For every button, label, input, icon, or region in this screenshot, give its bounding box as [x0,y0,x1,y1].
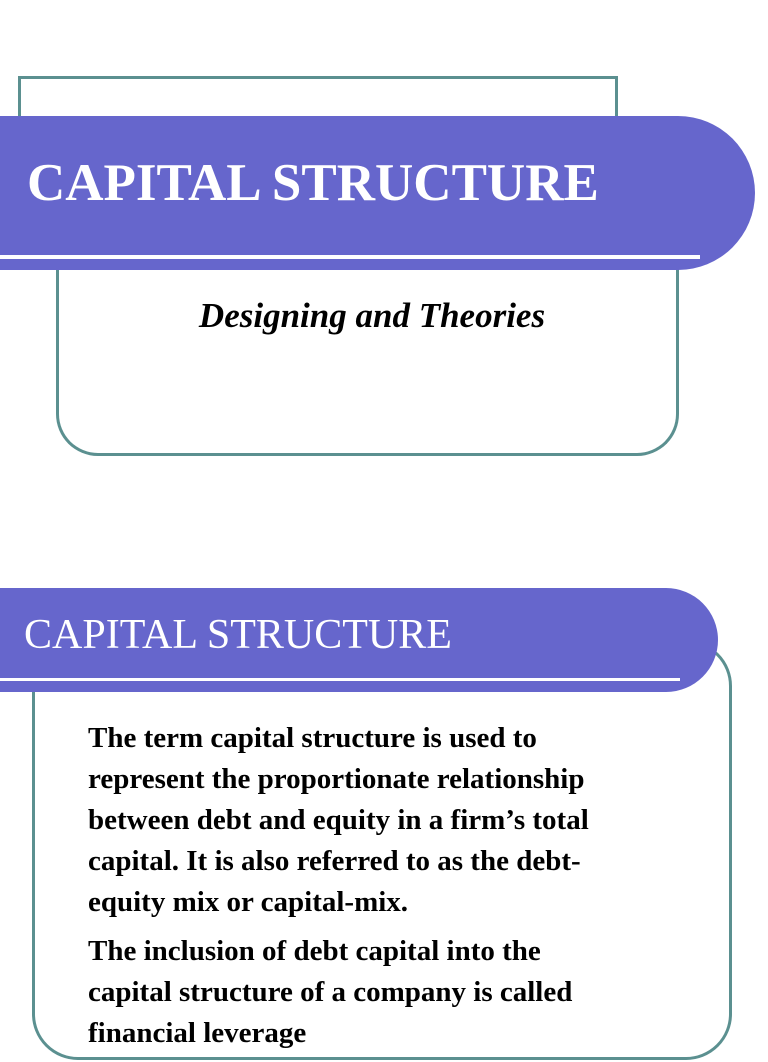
slide-1-frame-bottom [56,250,679,456]
slide-2-paragraph: The inclusion of debt capital into the capital structure of a company is called financial leverage [88,935,573,1049]
slide-2-title: CAPITAL STRUCTURE [24,612,452,658]
slide-1-title-underline [0,255,700,259]
slide-2-paragraph: The term capital structure is used to represent the proportionate relationship between debt and equity in a firm’s total capital. It is also referred to as the debt- equity mix or capital-mix. [88,722,589,918]
slide-1-title: CAPITAL STRUCTURE [27,154,599,212]
slide-2-body [88,718,702,1062]
slide-1-subtitle: Designing and Theories [198,296,546,335]
slide-2-title-underline [0,678,680,681]
